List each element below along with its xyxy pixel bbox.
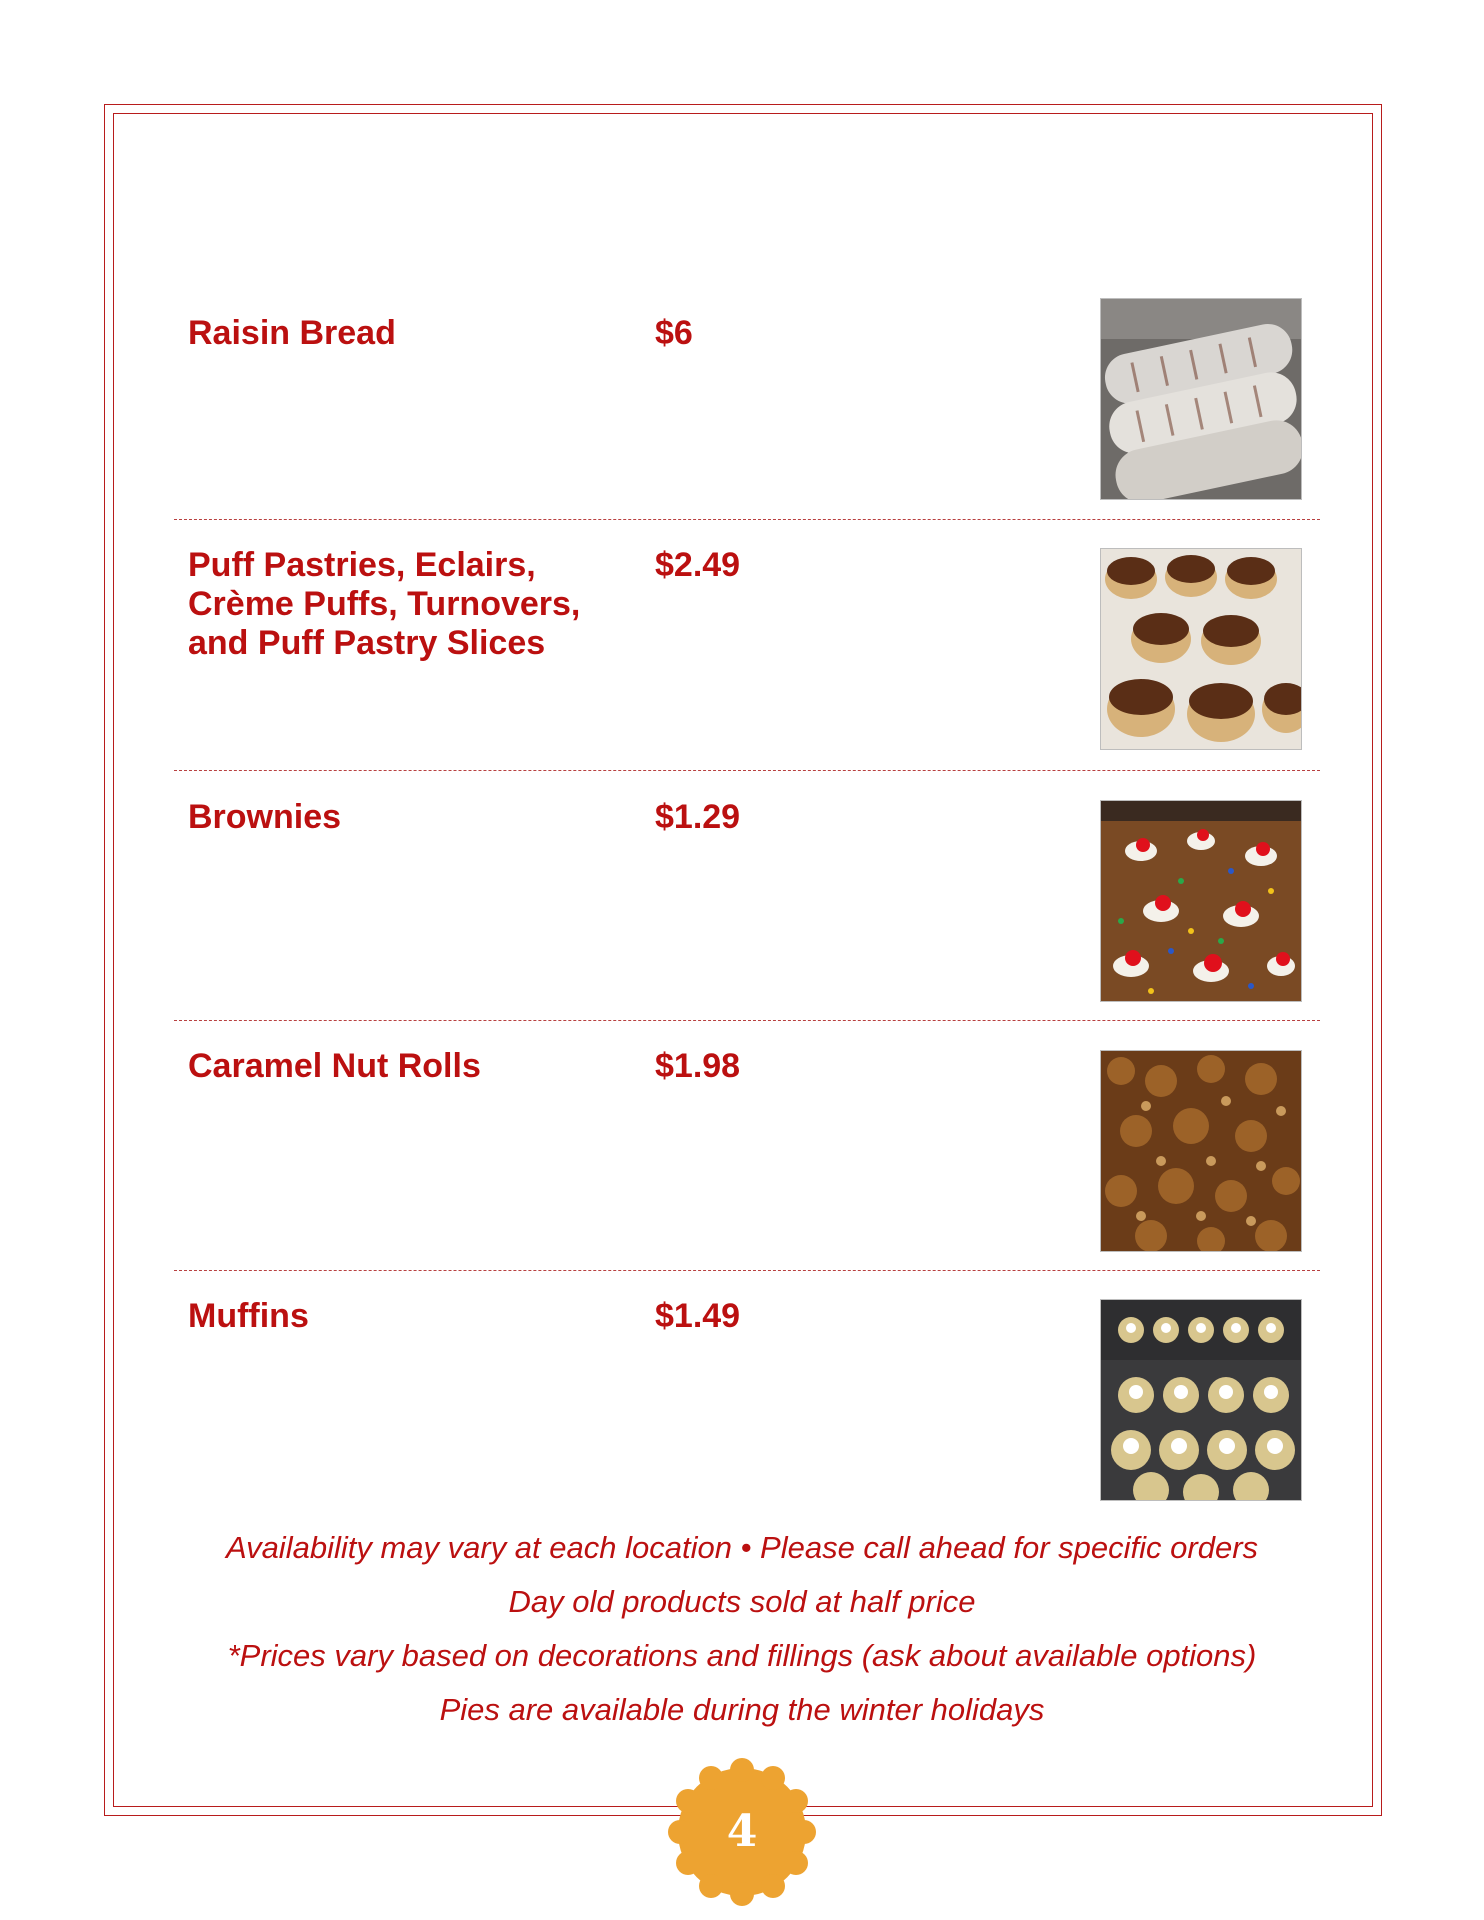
menu-notes: [120, 1521, 1364, 1737]
item-name: Caramel Nut Rolls: [188, 1047, 481, 1085]
item-price: $6: [655, 314, 693, 352]
note-prices-vary: *Prices vary based on decorations and fillings (ask about available options): [227, 1638, 1257, 1673]
raisin-bread-photo: [1100, 298, 1302, 500]
item-divider: [174, 1270, 1320, 1271]
item-name: Raisin Bread: [188, 314, 396, 352]
muffins-photo: [1100, 1299, 1302, 1501]
item-name: Muffins: [188, 1297, 309, 1335]
item-price: $1.98: [655, 1047, 741, 1085]
note-day-old: Day old products sold at half price: [508, 1584, 976, 1619]
item-price: $1.29: [655, 798, 741, 836]
eclairs-photo: [1100, 548, 1302, 750]
brownies-photo: [1100, 800, 1302, 1002]
item-divider: [174, 519, 1320, 520]
note-pies: Pies are available during the winter holidays: [439, 1692, 1045, 1727]
page-number-badge: [668, 1758, 816, 1906]
page-number: 4: [726, 1806, 758, 1857]
caramel-nut-rolls-photo: [1100, 1050, 1302, 1252]
note-availability: Availability may vary at each location • Please call ahead for specific orders: [225, 1530, 1259, 1565]
item-name: Puff Pastries, Eclairs, Crème Puffs, Turnovers, and Puff Pastry Slices: [188, 546, 581, 662]
item-price: $2.49: [655, 546, 741, 584]
item-price: $1.49: [655, 1297, 741, 1335]
item-divider: [174, 1020, 1320, 1021]
item-name: Brownies: [188, 798, 342, 836]
item-divider: [174, 770, 1320, 771]
